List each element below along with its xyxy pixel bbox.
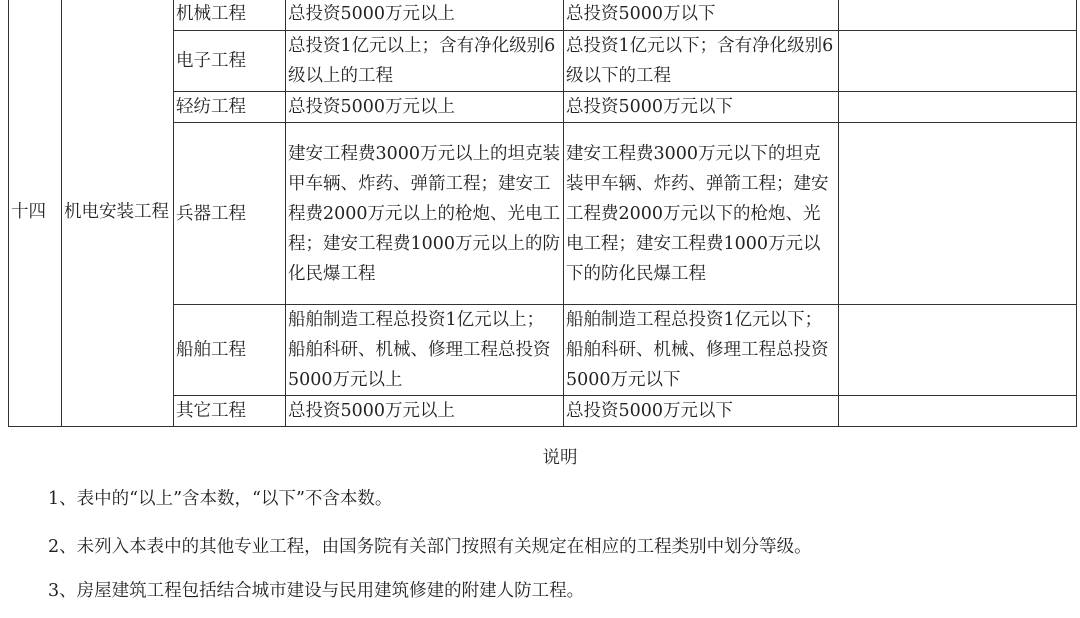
section-name: 机电安装工程 [62,0,174,427]
remarks-cell [839,0,1077,31]
medium-scale-criteria: 船舶制造工程总投资1亿元以下；船舶科研、机械、修理工程总投资5000万元以下 [564,305,839,396]
engineering-type: 船舶工程 [174,305,286,396]
notes-title: 说明 [542,448,578,468]
remarks-cell [839,123,1077,305]
medium-scale-criteria: 总投资1亿元以下；含有净化级别6级以下的工程 [564,31,839,92]
table-row [9,0,1077,31]
large-scale-criteria: 总投资1亿元以上；含有净化级别6级以上的工程 [286,31,564,92]
large-scale-criteria: 建安工程费3000万元以上的坦克装甲车辆、炸药、弹箭工程；建安工程费2000万元以上的枪炮、光电工程；建安工程费1000万元以上的防化民爆工程 [286,123,564,305]
large-scale-criteria: 总投资5000万元以上 [286,0,564,31]
medium-scale-criteria: 建安工程费3000万元以下的坦克装甲车辆、炸药、弹箭工程；建安工程费2000万元以下的枪炮、光电工程；建安工程费1000万元以下的防化民爆工程 [564,123,839,305]
remarks-cell [839,31,1077,92]
engineering-type: 其它工程 [174,396,286,427]
engineering-type: 机械工程 [174,0,286,31]
note-item: 3、房屋建筑工程包括结合城市建设与民用建筑修建的附建人防工程。 [48,581,585,601]
remarks-cell [839,305,1077,396]
remarks-cell [839,396,1077,427]
medium-scale-criteria: 总投资5000万以下 [564,0,839,31]
classification-table [8,0,1077,427]
medium-scale-criteria: 总投资5000万元以下 [564,92,839,123]
large-scale-criteria: 总投资5000万元以上 [286,92,564,123]
section-number: 十四 [9,0,62,427]
remarks-cell [839,92,1077,123]
engineering-type: 兵器工程 [174,123,286,305]
large-scale-criteria: 船舶制造工程总投资1亿元以上；船舶科研、机械、修理工程总投资5000万元以上 [286,305,564,396]
engineering-type: 轻纺工程 [174,92,286,123]
note-item: 1、表中的“以上”含本数，“以下”不含本数。 [48,489,393,509]
note-item: 2、未列入本表中的其他专业工程，由国务院有关部门按照有关规定在相应的工程类别中划分等级。 [48,537,812,557]
large-scale-criteria: 总投资5000万元以上 [286,396,564,427]
engineering-type: 电子工程 [174,31,286,92]
medium-scale-criteria: 总投资5000万元以下 [564,396,839,427]
